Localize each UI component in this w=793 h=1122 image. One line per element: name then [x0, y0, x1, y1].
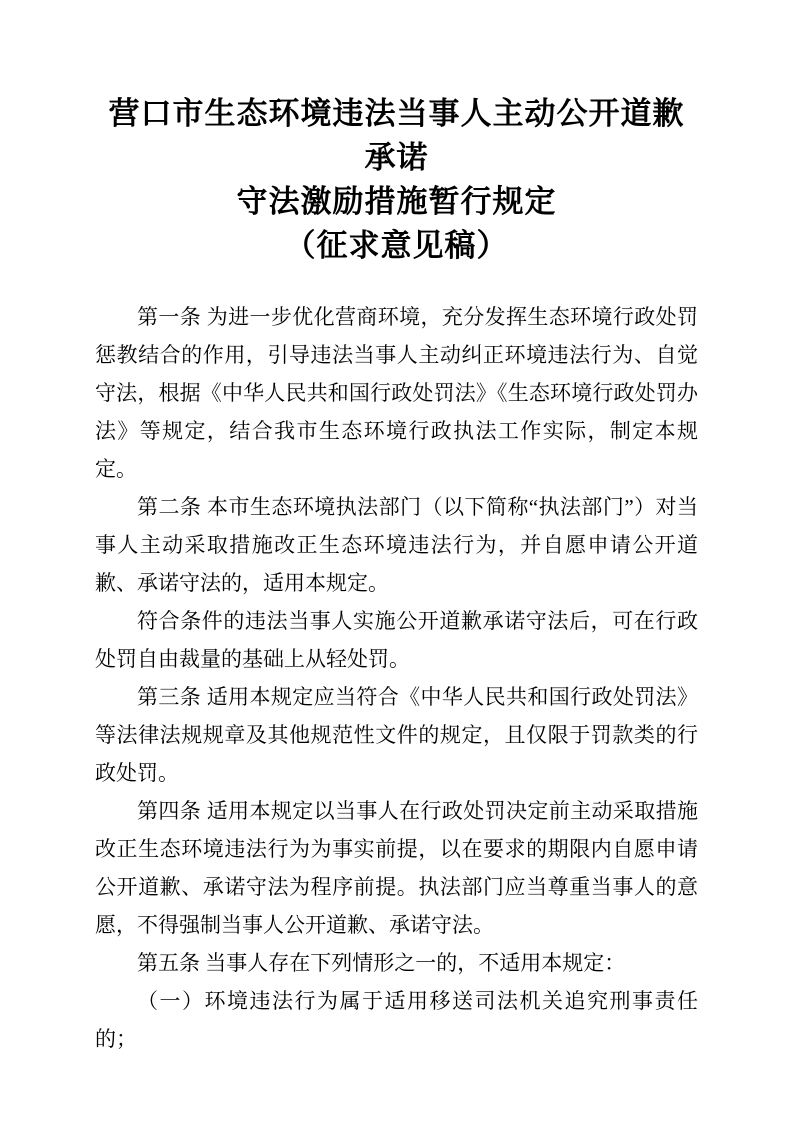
- document-body: [95, 298, 698, 1058]
- paragraph-article-5-item-1: （一）环境违法行为属于适用移送司法机关追究刑事责任的；: [95, 989, 698, 1051]
- document-title-line-1: 营口市生态环境违法当事人主动公开道歉承诺: [108, 96, 685, 175]
- paragraph-article-4: 第四条 适用本规定以当事人在行政处罚决定前主动采取措施改正生态环境违法行为为事实前提，以在要求的期限内自愿申请公开道歉、承诺守法为程序前提。执法部门应当尊重当事人的意愿，不得强制当事人公开道歉、承诺守法。: [95, 799, 698, 937]
- document-title-line-2: 守法激励措施暂行规定: [236, 184, 557, 219]
- document-title-line-3: （征求意见稿）: [284, 228, 509, 263]
- paragraph-article-2-continued: 符合条件的违法当事人实施公开道歉承诺守法后，可在行政处罚自由裁量的基础上从轻处罚。: [95, 609, 698, 671]
- document-title: [95, 92, 698, 268]
- paragraph-article-3: 第三条 适用本规定应当符合《中华人民共和国行政处罚法》等法律法规规章及其他规范性文件的规定，且仅限于罚款类的行政处罚。: [95, 685, 698, 785]
- paragraph-article-5: 第五条 当事人存在下列情形之一的，不适用本规定：: [137, 951, 626, 975]
- paragraph-article-1: 第一条 为进一步优化营商环境，充分发挥生态环境行政处罚惩教结合的作用，引导违法当事人主动纠正环境违法行为、自觉守法，根据《中华人民共和国行政处罚法》《生态环境行政处罚办法》等规定，结合我市生态环境行政执法工作实际，制定本规定。: [95, 305, 698, 481]
- paragraph-article-2: 第二条 本市生态环境执法部门（以下简称“执法部门”）对当事人主动采取措施改正生态环境违法行为，并自愿申请公开道歉、承诺守法的，适用本规定。: [95, 495, 698, 595]
